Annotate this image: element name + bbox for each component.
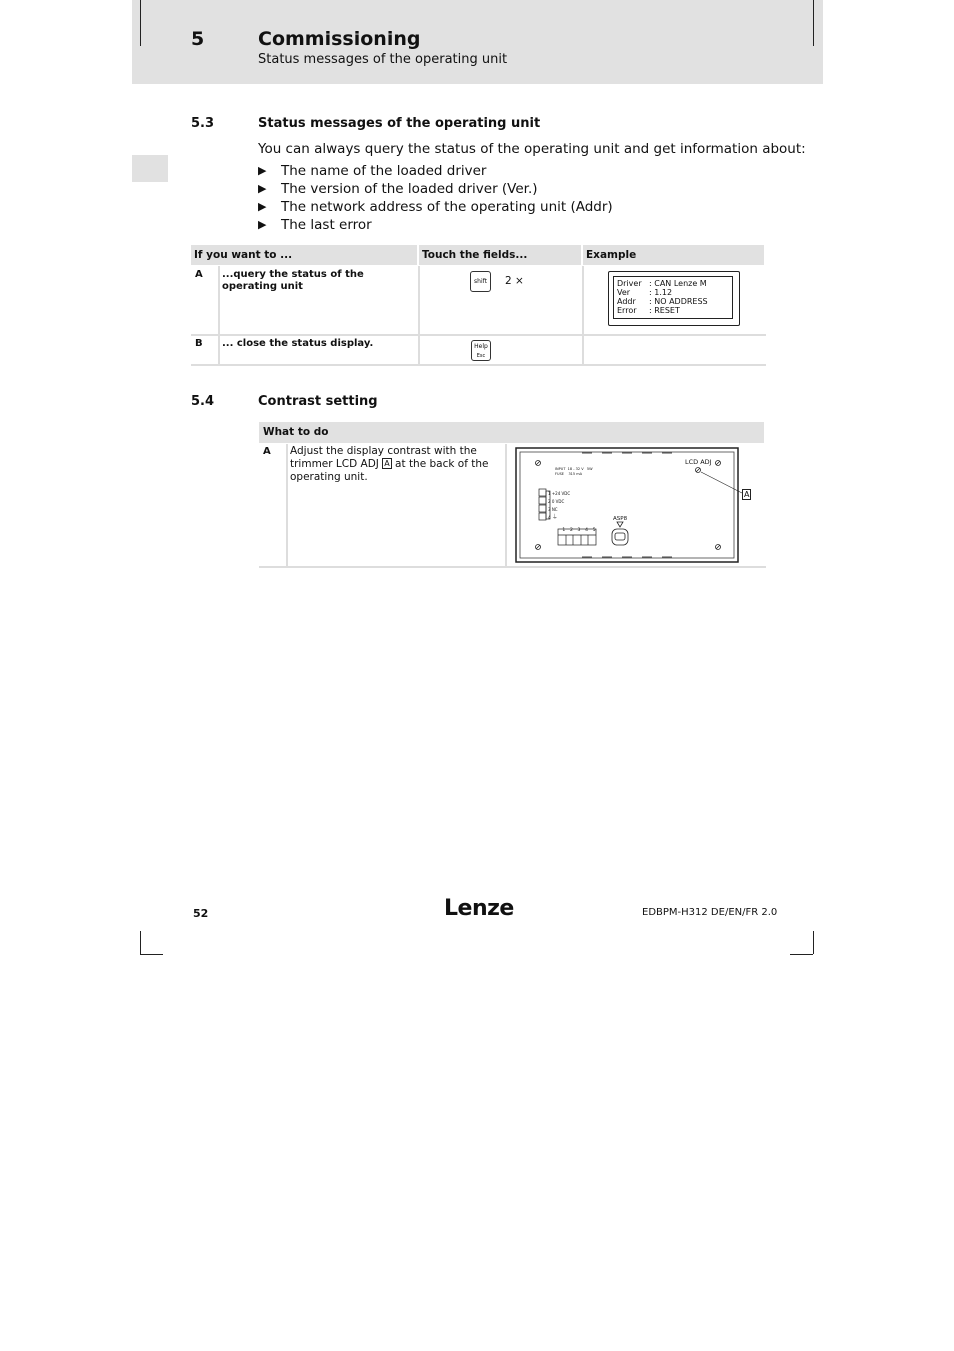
- list-item: ▶ The last error: [258, 217, 372, 233]
- table-header: If you want to ...: [191, 245, 417, 265]
- display-screen: [613, 276, 733, 319]
- column-divider: [218, 266, 220, 365]
- section-title: Status messages of the operating unit: [258, 116, 541, 131]
- instruction-text: Adjust the display contrast with the trimmer LCD ADJ A at the back of the operating unit.: [290, 445, 489, 483]
- help-esc-key[interactable]: Help Esc: [471, 340, 491, 361]
- page-number: 52: [193, 907, 209, 920]
- chapter-number: 5: [191, 28, 205, 50]
- chapter-subtitle: Status messages of the operating unit: [258, 52, 508, 67]
- repeat-count: 2 ×: [505, 275, 524, 287]
- header-band: [132, 0, 823, 84]
- row-letter: B: [195, 338, 203, 349]
- column-divider: [286, 444, 288, 567]
- shift-key[interactable]: shift: [470, 271, 491, 292]
- crop-mark: [813, 931, 814, 954]
- table-header: Example: [583, 245, 764, 265]
- table-header: What to do: [259, 422, 764, 443]
- brand-logo: Lenze: [444, 896, 514, 921]
- chapter-title: Commissioning: [258, 28, 421, 50]
- display-row: Ver : 1.12: [617, 288, 673, 297]
- arrow-icon: ▶: [258, 200, 267, 213]
- crop-mark: [140, 931, 141, 954]
- display-row: Driver : CAN Lenze M: [617, 279, 707, 288]
- bullet-list: [258, 162, 613, 234]
- arrow-icon: ▶: [258, 182, 267, 195]
- section-number: 5.4: [191, 394, 215, 409]
- marker-a: A: [744, 490, 750, 499]
- table-header: Touch the fields...: [419, 245, 581, 265]
- arrow-icon: ▶: [258, 218, 267, 231]
- side-tab: [132, 155, 168, 182]
- crop-mark: [790, 954, 813, 955]
- status-display: [608, 271, 740, 326]
- section-title: Contrast setting: [258, 394, 378, 409]
- ground-icon: ⏚: [551, 514, 558, 521]
- row-divider: [191, 364, 766, 366]
- document-code: EDBPM-H312 DE/EN/FR 2.0: [642, 907, 778, 918]
- row-action: ...query the status of the operating unit: [222, 269, 364, 292]
- column-divider: [418, 266, 420, 365]
- row-letter: A: [195, 269, 203, 280]
- row-divider: [259, 566, 766, 568]
- row-letter: A: [263, 446, 271, 457]
- column-divider: [582, 266, 584, 365]
- crop-mark: [140, 0, 141, 46]
- row-divider: [191, 334, 766, 336]
- crop-mark: [813, 0, 814, 46]
- display-row: Addr : NO ADDRESS: [617, 297, 708, 306]
- column-divider: [505, 444, 507, 567]
- lcd-adj-label: LCD ADJ: [685, 458, 712, 466]
- arrow-icon: ▶: [258, 164, 267, 177]
- asp8-label: ASP8: [613, 516, 628, 522]
- pin-numbers: 1 2 3 4 5: [562, 528, 596, 533]
- input-rating-label: INPUT 18 - 32 V 5W FUSE 315 mA: [555, 467, 593, 476]
- marker-a: A: [384, 459, 390, 468]
- section-number: 5.3: [191, 116, 215, 131]
- row-action: ... close the status display.: [222, 338, 374, 349]
- list-item: ▶ The name of the loaded driver: [258, 163, 487, 179]
- list-item: ▶ The version of the loaded driver (Ver.): [258, 181, 538, 197]
- list-item: ▶ The network address of the operating unit (Addr): [258, 199, 613, 215]
- terminal-labels: 1 +24 VDC 2 0 VDC 3 NC 4 ⏚: [548, 491, 571, 521]
- display-row: Error : RESET: [617, 306, 680, 315]
- crop-mark: [140, 954, 163, 955]
- intro-text: You can always query the status of the operating unit and get information about:: [258, 141, 806, 157]
